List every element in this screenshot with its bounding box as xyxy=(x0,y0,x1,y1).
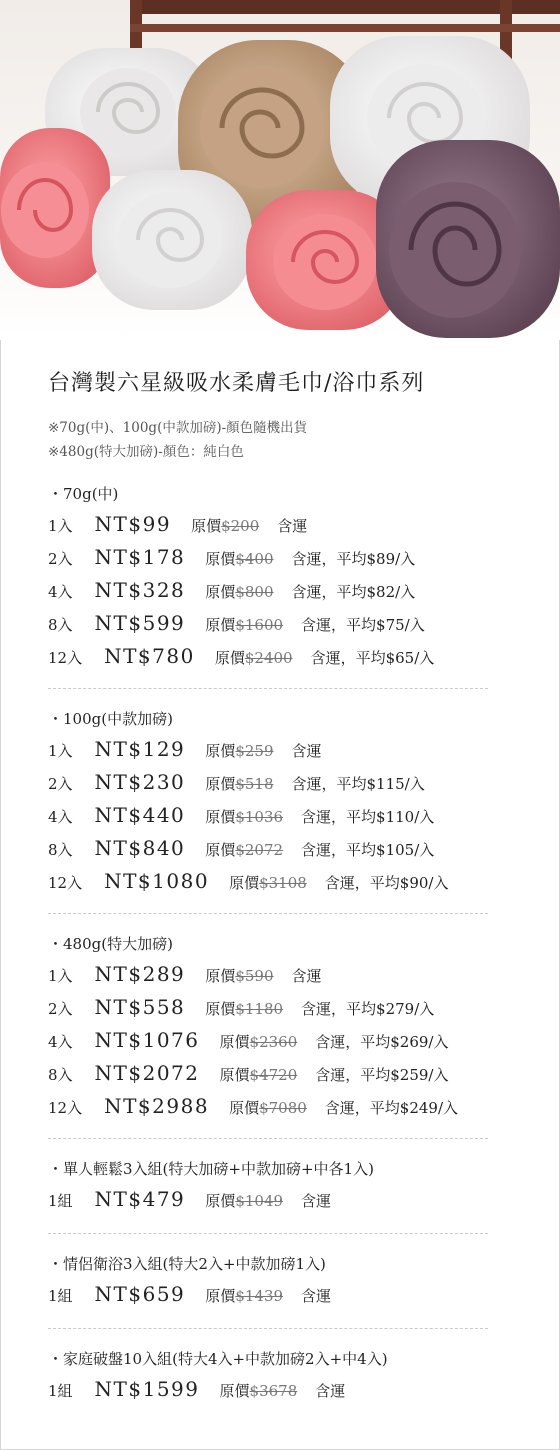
sale-price: NT$230 xyxy=(94,770,186,794)
original-price xyxy=(205,1285,283,1306)
quantity-label: 4入 xyxy=(48,808,73,826)
sale-price: NT$558 xyxy=(94,995,186,1019)
original-price-label: 原價 xyxy=(205,808,236,826)
original-price-label: 原價 xyxy=(205,742,236,760)
quantity-label: 2入 xyxy=(48,775,73,793)
quantity-label: 1組 xyxy=(48,1192,73,1210)
quantity-label: 4入 xyxy=(48,1033,73,1051)
original-price-label: 原價 xyxy=(205,1192,236,1210)
shipping-note: 含運，平均$105/入 xyxy=(301,841,435,859)
original-price-value: $259 xyxy=(235,742,274,760)
sale-price: NT$1080 xyxy=(104,869,210,893)
original-price xyxy=(191,515,259,536)
shipping-note: 含運 xyxy=(301,1287,332,1305)
original-price-value: $518 xyxy=(235,775,274,793)
quantity-label: 2入 xyxy=(48,1000,73,1018)
price-row xyxy=(48,578,415,602)
shipping-note: 含運，平均$65/入 xyxy=(310,649,435,667)
sale-price: NT$99 xyxy=(94,512,172,536)
price-row xyxy=(48,836,434,860)
price-row xyxy=(48,512,307,536)
quantity-label: 8入 xyxy=(48,841,73,859)
original-price-value: $7080 xyxy=(259,1099,307,1117)
shipping-note: 含運，平均$82/入 xyxy=(291,583,416,601)
sale-price: NT$129 xyxy=(94,737,186,761)
shipping-note: 含運，平均$269/入 xyxy=(315,1033,449,1051)
shelf-top xyxy=(130,0,560,14)
original-price xyxy=(220,1031,298,1052)
original-price-value: $4720 xyxy=(249,1066,298,1084)
original-price-value: $3108 xyxy=(259,874,307,892)
original-price-value: $400 xyxy=(235,550,274,568)
section-divider xyxy=(48,913,488,914)
original-price xyxy=(229,1097,307,1118)
quantity-label: 1入 xyxy=(48,517,73,535)
original-price-value: $1600 xyxy=(235,616,284,634)
sale-price: NT$328 xyxy=(94,578,186,602)
sale-price: NT$479 xyxy=(94,1187,186,1211)
price-row xyxy=(48,1377,345,1401)
price-row xyxy=(48,644,434,668)
original-price-label: 原價 xyxy=(205,1000,236,1018)
towel-pink-front-left xyxy=(0,128,110,288)
original-price xyxy=(205,965,273,986)
sale-price: NT$178 xyxy=(94,545,186,569)
note-color-white: ※480g(特大加磅)-顏色：純白色 xyxy=(48,444,244,460)
price-row xyxy=(48,1061,448,1085)
section-divider xyxy=(48,1328,488,1329)
towel-rolls-image xyxy=(0,0,560,340)
original-price xyxy=(220,1064,298,1085)
original-price-label: 原價 xyxy=(219,1033,250,1051)
quantity-label: 1組 xyxy=(48,1287,73,1305)
original-price xyxy=(229,872,307,893)
quantity-label: 12入 xyxy=(48,874,83,892)
section-header: ・家庭破盤10入組(特大4入+中款加磅2入+中4入) xyxy=(48,1350,388,1368)
quantity-label: 2入 xyxy=(48,550,73,568)
towel-purple-front xyxy=(376,140,560,338)
price-row xyxy=(48,803,434,827)
price-row xyxy=(48,962,322,986)
shipping-note: 含運 xyxy=(277,517,308,535)
original-price-value: $1439 xyxy=(235,1287,284,1305)
original-price-label: 原價 xyxy=(219,1066,250,1084)
product-photo xyxy=(0,0,560,340)
original-price-label: 原價 xyxy=(219,1382,250,1400)
sale-price: NT$659 xyxy=(94,1282,186,1306)
sale-price: NT$840 xyxy=(94,836,186,860)
section-header: ・70g(中) xyxy=(48,485,119,503)
sale-price: NT$2988 xyxy=(104,1094,210,1118)
shipping-note: 含運，平均$89/入 xyxy=(291,550,416,568)
original-price-label: 原價 xyxy=(214,649,245,667)
price-row xyxy=(48,1028,448,1052)
original-price-value: $1180 xyxy=(235,1000,284,1018)
section-header: ・480g(特大加磅) xyxy=(48,935,173,953)
original-price-value: $800 xyxy=(235,583,274,601)
quantity-label: 1組 xyxy=(48,1382,73,1400)
original-price xyxy=(205,773,273,794)
original-price-value: $3678 xyxy=(249,1382,298,1400)
shipping-note: 含運，平均$90/入 xyxy=(324,874,449,892)
quantity-label: 1入 xyxy=(48,742,73,760)
sale-price: NT$440 xyxy=(94,803,186,827)
shipping-note: 含運，平均$115/入 xyxy=(291,775,425,793)
price-row xyxy=(48,611,425,635)
quantity-label: 8入 xyxy=(48,1066,73,1084)
quantity-label: 12入 xyxy=(48,649,83,667)
original-price xyxy=(205,614,283,635)
shipping-note: 含運，平均$75/入 xyxy=(301,616,425,634)
original-price xyxy=(205,1190,283,1211)
original-price-value: $590 xyxy=(235,967,274,985)
shipping-note: 含運 xyxy=(291,967,322,985)
section-divider xyxy=(48,688,488,689)
original-price-value: $1049 xyxy=(235,1192,284,1210)
original-price-label: 原價 xyxy=(205,841,236,859)
page-title: 台灣製六星級吸水柔膚毛巾/浴巾系列 xyxy=(48,371,425,396)
original-price-label: 原價 xyxy=(205,550,236,568)
shipping-note: 含運，平均$279/入 xyxy=(301,1000,435,1018)
original-price xyxy=(205,839,283,860)
section-divider xyxy=(48,1233,488,1234)
quantity-label: 4入 xyxy=(48,583,73,601)
price-row xyxy=(48,869,448,893)
section-header: ・單人輕鬆3入組(特大加磅+中款加磅+中各1入) xyxy=(48,1160,374,1178)
sale-price: NT$1599 xyxy=(94,1377,200,1401)
sale-price: NT$289 xyxy=(94,962,186,986)
quantity-label: 1入 xyxy=(48,967,73,985)
section-divider xyxy=(48,1138,488,1139)
original-price-label: 原價 xyxy=(229,874,260,892)
original-price xyxy=(205,581,273,602)
original-price-label: 原價 xyxy=(205,775,236,793)
original-price-value: $2360 xyxy=(249,1033,298,1051)
price-row xyxy=(48,545,415,569)
original-price xyxy=(205,806,283,827)
price-row xyxy=(48,1187,331,1211)
original-price-value: $2400 xyxy=(244,649,293,667)
original-price-value: $200 xyxy=(221,517,260,535)
original-price xyxy=(215,647,293,668)
original-price xyxy=(205,998,283,1019)
shelf-rail xyxy=(130,24,560,32)
sale-price: NT$780 xyxy=(104,644,195,668)
original-price-value: $1036 xyxy=(235,808,284,826)
price-row xyxy=(48,1282,331,1306)
price-row xyxy=(48,770,425,794)
original-price xyxy=(205,740,273,761)
sale-price: NT$599 xyxy=(94,611,186,635)
section-header: ・100g(中款加磅) xyxy=(48,710,173,728)
price-row xyxy=(48,1094,458,1118)
sale-price: NT$1076 xyxy=(94,1028,200,1052)
original-price-label: 原價 xyxy=(205,967,236,985)
section-header: ・情侶衛浴3入組(特大2入+中款加磅1入) xyxy=(48,1255,326,1273)
original-price-value: $2072 xyxy=(235,841,284,859)
shipping-note: 含運 xyxy=(301,1192,332,1210)
original-price xyxy=(220,1380,298,1401)
quantity-label: 12入 xyxy=(48,1099,83,1117)
original-price-label: 原價 xyxy=(191,517,222,535)
price-row xyxy=(48,737,322,761)
price-row xyxy=(48,995,434,1019)
towel-white-front-middle xyxy=(92,170,252,310)
shipping-note: 含運，平均$110/入 xyxy=(301,808,435,826)
original-price-label: 原價 xyxy=(229,1099,260,1117)
shipping-note: 含運，平均$249/入 xyxy=(324,1099,459,1117)
note-color-random: ※70g(中)、100g(中款加磅)-顏色隨機出貨 xyxy=(48,420,308,436)
quantity-label: 8入 xyxy=(48,616,73,634)
original-price-label: 原價 xyxy=(205,1287,236,1305)
original-price xyxy=(205,548,273,569)
shipping-note: 含運 xyxy=(315,1382,346,1400)
shipping-note: 含運，平均$259/入 xyxy=(315,1066,449,1084)
shipping-note: 含運 xyxy=(291,742,322,760)
original-price-label: 原價 xyxy=(205,583,236,601)
sale-price: NT$2072 xyxy=(94,1061,200,1085)
original-price-label: 原價 xyxy=(205,616,236,634)
